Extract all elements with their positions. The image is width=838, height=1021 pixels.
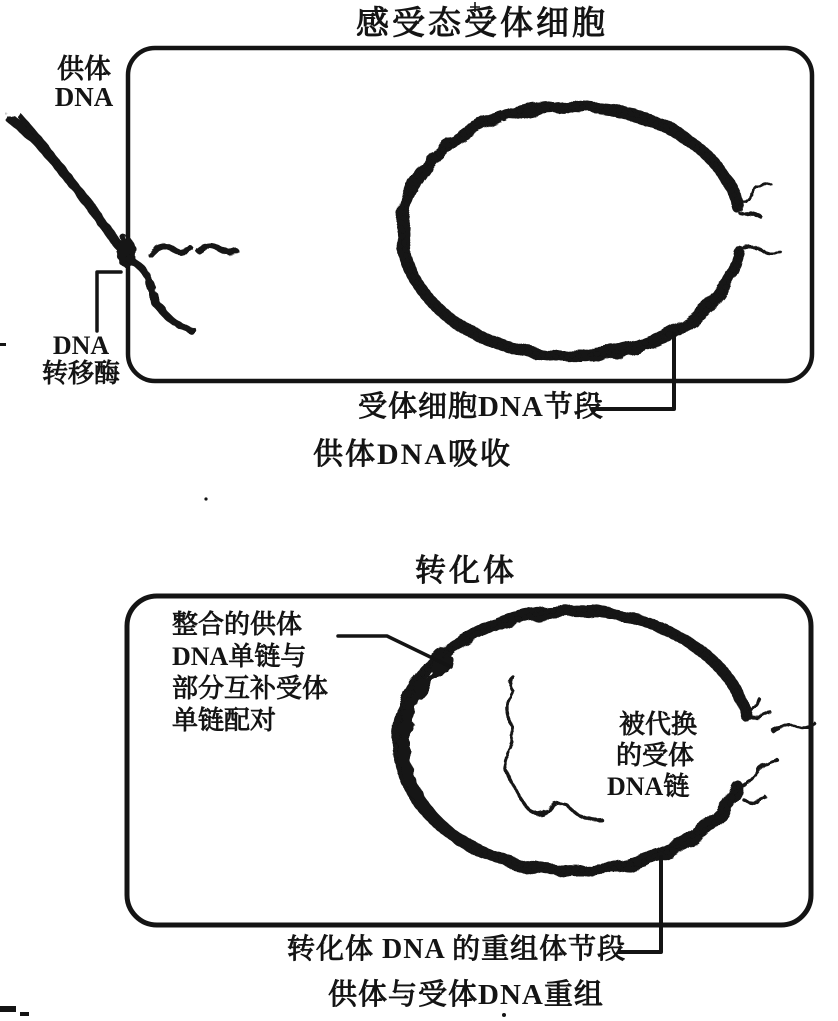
integrated-label-line2: DNA单链与 [172, 642, 307, 671]
integrated-label-line4: 单链配对 [172, 706, 277, 735]
panel2-caption: 供体与受体DNA重组 [328, 979, 604, 1011]
displaced-label-line3: DNA链 [607, 772, 690, 801]
transferase-leader-line [97, 272, 121, 331]
donor-dna-label [34, 55, 134, 111]
donor-strand-tail [130, 260, 193, 331]
chromosome-gap-frayed-ends-1 [737, 184, 779, 253]
recipient-dna-segment-label: 受体细胞DNA节段 [358, 391, 604, 423]
donor-dna-label-line1: 供体 [57, 54, 111, 84]
dna-transferase-label-line1: DNA [52, 331, 110, 360]
panel1-title: 感受态受体细胞 [356, 6, 608, 42]
displaced-strand-label [607, 709, 698, 802]
displaced-label-line1: 被代换 [619, 710, 698, 739]
displaced-label-line2: 的受体 [616, 741, 695, 770]
dna-transferase-label [26, 332, 136, 388]
panel1-caption: 供体DNA吸收 [313, 438, 512, 471]
recombinant-segment-label: 转化体 DNA 的重组体节段 [287, 934, 627, 965]
chromosome-gap-frayed-ends-2 [740, 697, 814, 802]
dna-transferase-label-line2: 转移酶 [41, 359, 120, 388]
panel2-title: 转化体 [415, 553, 517, 588]
donor-dna-helix [10, 116, 193, 331]
integrated-donor-strand-label [172, 609, 328, 737]
degraded-strand-fragments [150, 246, 236, 254]
integrated-label-line3: 部分互补受体 [172, 674, 329, 703]
recipient-chromosome-ring [402, 106, 740, 356]
integrated-label-line1: 整合的供体 [172, 610, 303, 639]
donor-dna-label-line2: DNA [54, 82, 114, 112]
displaced-strand-squiggle [505, 678, 603, 820]
